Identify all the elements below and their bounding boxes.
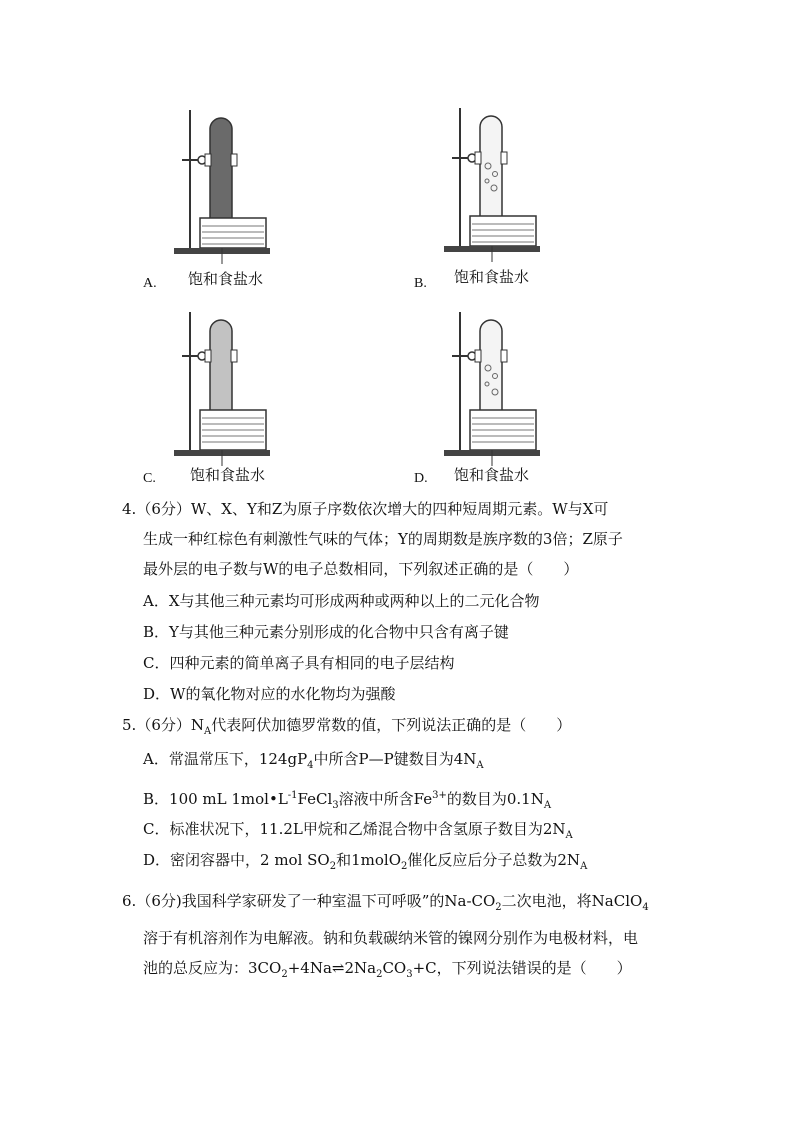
subscript: A: [580, 861, 588, 872]
subscript: A: [565, 830, 573, 841]
q5-option-a: [143, 748, 484, 777]
q4-option-d: D．W的氧化物对应的水化物均为强酸: [143, 685, 396, 703]
option-text: B．100 mL 1mol•L: [143, 790, 288, 808]
question-text: +4Na⇌2Na: [287, 959, 377, 977]
option-a-letter: A.: [143, 276, 157, 291]
apparatus-a-label: 饱和食盐水: [188, 270, 264, 288]
question-score: （6分）: [136, 500, 191, 518]
option-text: C．标准状况下，11.2L甲烷和乙烯混合物中含氢原子数目为2N: [143, 820, 566, 838]
question-text: 生成一种红棕色有刺激性气味的气体；Y的周期数是族序数的3倍；Z原子: [143, 530, 623, 548]
option-text: D．密闭容器中，2 mol SO: [143, 851, 330, 869]
subscript: 2: [376, 969, 383, 980]
subscript: 3: [406, 969, 413, 980]
option-d-letter: D.: [414, 471, 428, 486]
question-5-stem: [122, 710, 682, 747]
option-text: 溶液中所含Fe: [338, 790, 433, 808]
question-text: 二次电池，将NaClO: [501, 892, 643, 910]
q5-option-d: [143, 849, 587, 878]
question-6-stem: [122, 886, 682, 990]
question-text: +C，下列说法错误的是（ ）: [412, 959, 632, 977]
option-c-letter: C.: [143, 471, 156, 486]
question-text: N: [190, 716, 204, 734]
subscript: 2: [281, 969, 288, 980]
question-text: （6分)我国科学家研发了一种室温下可呼吸”的Na-CO: [136, 892, 496, 910]
q4-option-b: B．Y与其他三种元素分别形成的化合物中只含有离子键: [143, 623, 509, 641]
option-text: 催化反应后分子总数为2N: [407, 851, 581, 869]
q4-option-a: A．X与其他三种元素均可形成两种或两种以上的二元化合物: [143, 592, 540, 610]
subscript: 4: [307, 760, 314, 771]
apparatus-d-label: 饱和食盐水: [454, 466, 530, 484]
question-number: 6.: [122, 892, 137, 910]
question-text: 池的总反应为：3CO: [143, 959, 282, 977]
option-text: 中所含P—P键数目为4N: [313, 750, 477, 768]
question-score: （6分）: [136, 716, 191, 734]
option-text: 的数目为0.1N: [446, 790, 544, 808]
subscript: 4: [642, 902, 649, 913]
question-text: 溶于有机溶剂作为电解液。钠和负载碳纳米管的镍网分别作为电极材料，电: [143, 929, 639, 947]
subscript: 3: [332, 800, 339, 811]
option-text: FeCl: [297, 790, 333, 808]
subscript: A: [543, 800, 552, 811]
question-text: 代表阿伏加德罗常数的值，下列说法正确的是（ ）: [211, 716, 572, 734]
apparatus-c-diagram: [172, 310, 272, 470]
apparatus-b-diagram: [442, 106, 542, 266]
option-b-letter: B.: [414, 276, 427, 291]
question-number: 4.: [122, 500, 137, 518]
q4-option-c: C．四种元素的简单离子具有相同的电子层结构: [143, 654, 455, 672]
apparatus-d-diagram: [442, 310, 542, 470]
subscript: A: [476, 760, 484, 771]
subscript: 2: [401, 861, 408, 872]
question-number: 5.: [122, 716, 137, 734]
apparatus-b-label: 饱和食盐水: [454, 268, 530, 286]
q5-option-b: [143, 785, 551, 817]
q5-option-c: [143, 818, 573, 847]
superscript: -1: [287, 790, 298, 801]
subscript: 2: [329, 861, 337, 872]
question-text: 最外层的电子数与W的电子总数相同，下列叙述正确的是（ ）: [143, 560, 579, 578]
subscript: 2: [495, 902, 502, 913]
question-text: CO: [382, 959, 407, 977]
question-4-stem: [122, 494, 682, 584]
apparatus-a-diagram: [172, 108, 272, 268]
option-text: 和1molO: [336, 851, 402, 869]
superscript: 3+: [432, 790, 447, 801]
option-text: A．常温常压下，124gP: [143, 750, 308, 768]
question-text: W、X、Y和Z为原子序数依次增大的四种短周期元素。W与X可: [190, 500, 609, 518]
apparatus-c-label: 饱和食盐水: [190, 466, 266, 484]
subscript: A: [203, 726, 212, 737]
